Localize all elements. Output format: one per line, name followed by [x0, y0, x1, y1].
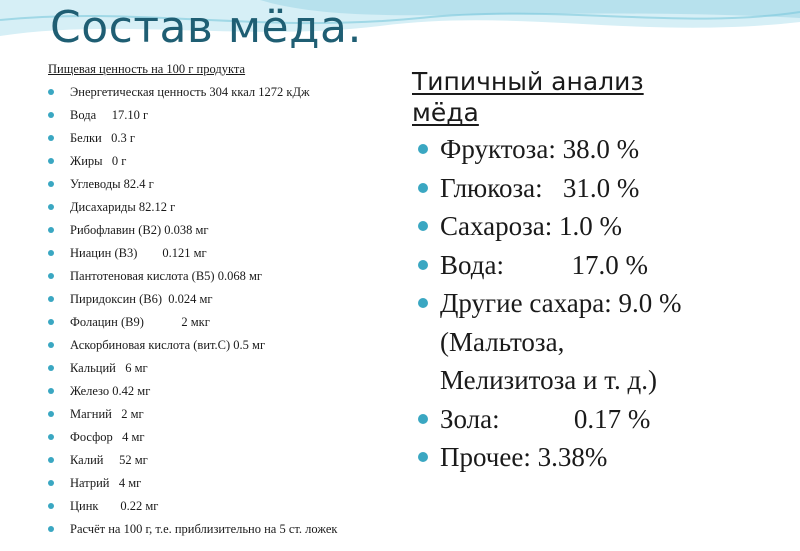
bullet-icon	[48, 480, 54, 486]
bullet-icon	[48, 250, 54, 256]
analysis-section	[412, 66, 792, 477]
bullet-icon	[48, 273, 54, 279]
nutrition-item: Пантотеновая кислота (B5) 0.068 мг	[44, 265, 404, 288]
analysis-item: Зола: 0.17 %	[412, 400, 792, 439]
bullet-icon	[48, 181, 54, 187]
bullet-icon	[418, 144, 428, 154]
nutrition-item: Пиридоксин (B6) 0.024 мг	[44, 288, 404, 311]
nutrition-item: Энергетическая ценность 304 ккал 1272 кДж	[44, 81, 404, 104]
nutrition-item: Железо 0.42 мг	[44, 380, 404, 403]
bullet-icon	[418, 414, 428, 424]
bullet-icon	[48, 411, 54, 417]
nutrition-item: Натрий 4 мг	[44, 472, 404, 495]
nutrition-item: Ниацин (B3) 0.121 мг	[44, 242, 404, 265]
bullet-icon	[48, 457, 54, 463]
bullet-icon	[48, 434, 54, 440]
bullet-icon	[48, 135, 54, 141]
bullet-icon	[418, 260, 428, 270]
bullet-icon	[48, 342, 54, 348]
bullet-icon	[48, 158, 54, 164]
bullet-icon	[48, 388, 54, 394]
nutrition-note: Расчёт на 100 г, т.е. приблизительно на 5 ст. ложек	[44, 518, 404, 538]
bullet-icon	[418, 452, 428, 462]
nutrition-item: Углеводы 82.4 г	[44, 173, 404, 196]
bullet-icon	[48, 112, 54, 118]
nutrition-item: Цинк 0.22 мг	[44, 495, 404, 518]
bullet-icon	[418, 298, 428, 308]
nutrition-item: Фосфор 4 мг	[44, 426, 404, 449]
bullet-icon	[418, 183, 428, 193]
analysis-item: Глюкоза: 31.0 %	[412, 169, 792, 208]
bullet-icon	[48, 204, 54, 210]
bullet-icon	[48, 296, 54, 302]
bullet-icon	[48, 365, 54, 371]
nutrition-list	[44, 81, 404, 538]
analysis-item-other-sugars: Другие сахара: 9.0 % (Мальтоза, Мелизитоза и т. д.)	[412, 284, 792, 400]
bullet-icon	[48, 503, 54, 509]
analysis-item: Сахароза: 1.0 %	[412, 207, 792, 246]
analysis-heading: Типичный анализ мёда	[412, 67, 644, 127]
nutrition-item: Аскорбиновая кислота (вит.С) 0.5 мг	[44, 334, 404, 357]
analysis-list	[412, 130, 792, 477]
bullet-icon	[48, 319, 54, 325]
analysis-item: Прочее: 3.38%	[412, 438, 792, 477]
nutrition-item: Фолацин (B9) 2 мкг	[44, 311, 404, 334]
page-title: Состав мёда.	[50, 2, 362, 53]
nutrition-item: Рибофлавин (B2) 0.038 мг	[44, 219, 404, 242]
nutrition-item: Дисахариды 82.12 г	[44, 196, 404, 219]
nutrition-item: Калий 52 мг	[44, 449, 404, 472]
analysis-item: Вода: 17.0 %	[412, 246, 792, 285]
nutrition-item: Магний 2 мг	[44, 403, 404, 426]
bullet-icon	[48, 227, 54, 233]
analysis-item: Фруктоза: 38.0 %	[412, 130, 792, 169]
nutrition-item: Жиры 0 г	[44, 150, 404, 173]
nutrition-section	[44, 62, 404, 538]
nutrition-item: Белки 0.3 г	[44, 127, 404, 150]
nutrition-heading: Пищевая ценность на 100 г продукта	[48, 62, 246, 76]
bullet-icon	[418, 221, 428, 231]
nutrition-item: Кальций 6 мг	[44, 357, 404, 380]
bullet-icon	[48, 526, 54, 532]
nutrition-item: Вода 17.10 г	[44, 104, 404, 127]
bullet-icon	[48, 89, 54, 95]
